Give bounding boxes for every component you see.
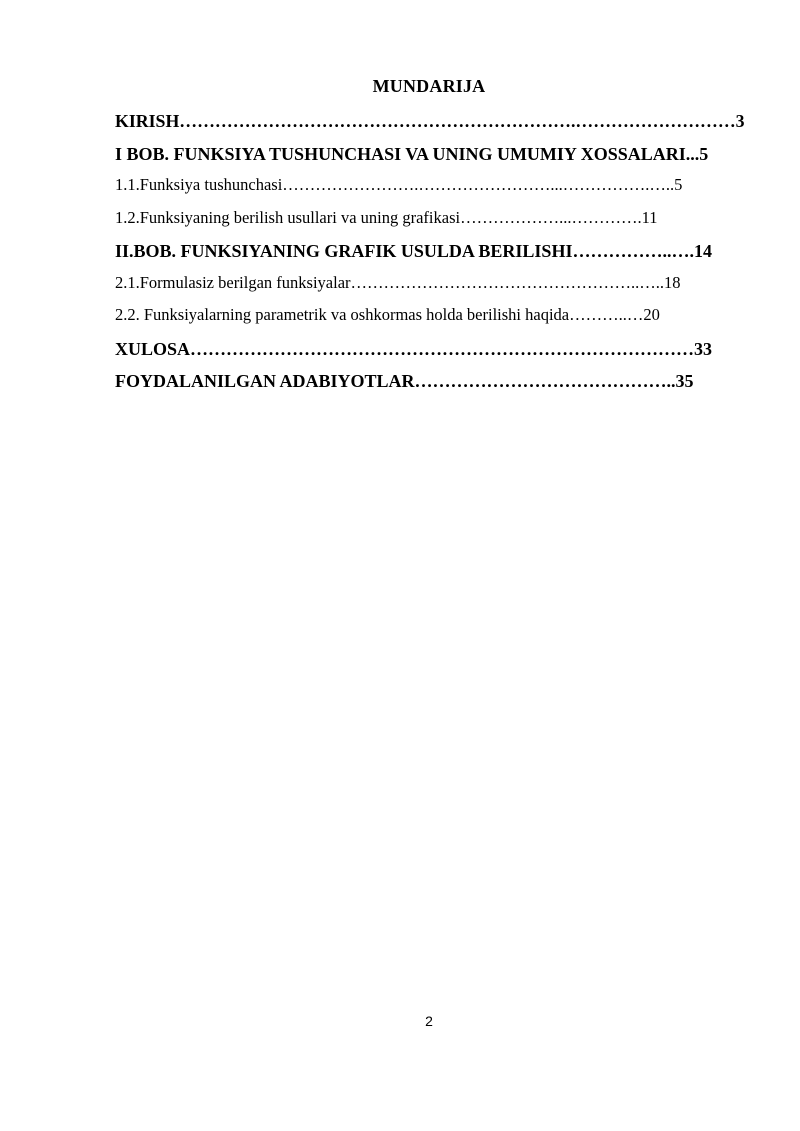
toc-entry-chapter-2: II.BOB. FUNKSIYANING GRAFIK USULDA BERILISHI……………..….14 [115, 241, 712, 261]
page-number: 2 [425, 1013, 433, 1029]
toc-entry-references: FOYDALANILGAN ADABIYOTLAR……………………………………..35 [115, 371, 694, 391]
toc-entry-section-2-1: 2.1.Formulasiz berilgan funksiyalar……………………………………………..…..18 [115, 273, 681, 292]
toc-entry-chapter-1: I BOB. FUNKSIYA TUSHUNCHASI VA UNING UMUMIY XOSSALARI...5 [115, 144, 709, 164]
toc-entry-section-1-2: 1.2.Funksiyaning berilish usullari va uning grafikasi………………...………….11 [115, 208, 658, 227]
toc-entry-section-2-2: 2.2. Funksiyalarning parametrik va oshkormas holda berilishi haqida………..…20 [115, 305, 660, 324]
toc-entry-section-1-1: 1.1.Funksiya tushunchasi…………………….……………………...…………….…..5 [115, 175, 683, 194]
toc-entry-kirish: KIRISH………………………………………………………….………………………3 [115, 111, 745, 131]
page-title: MUNDARIJA [372, 76, 486, 96]
toc-entry-xulosa: XULOSA…………………………………………………………………………33 [115, 339, 713, 359]
